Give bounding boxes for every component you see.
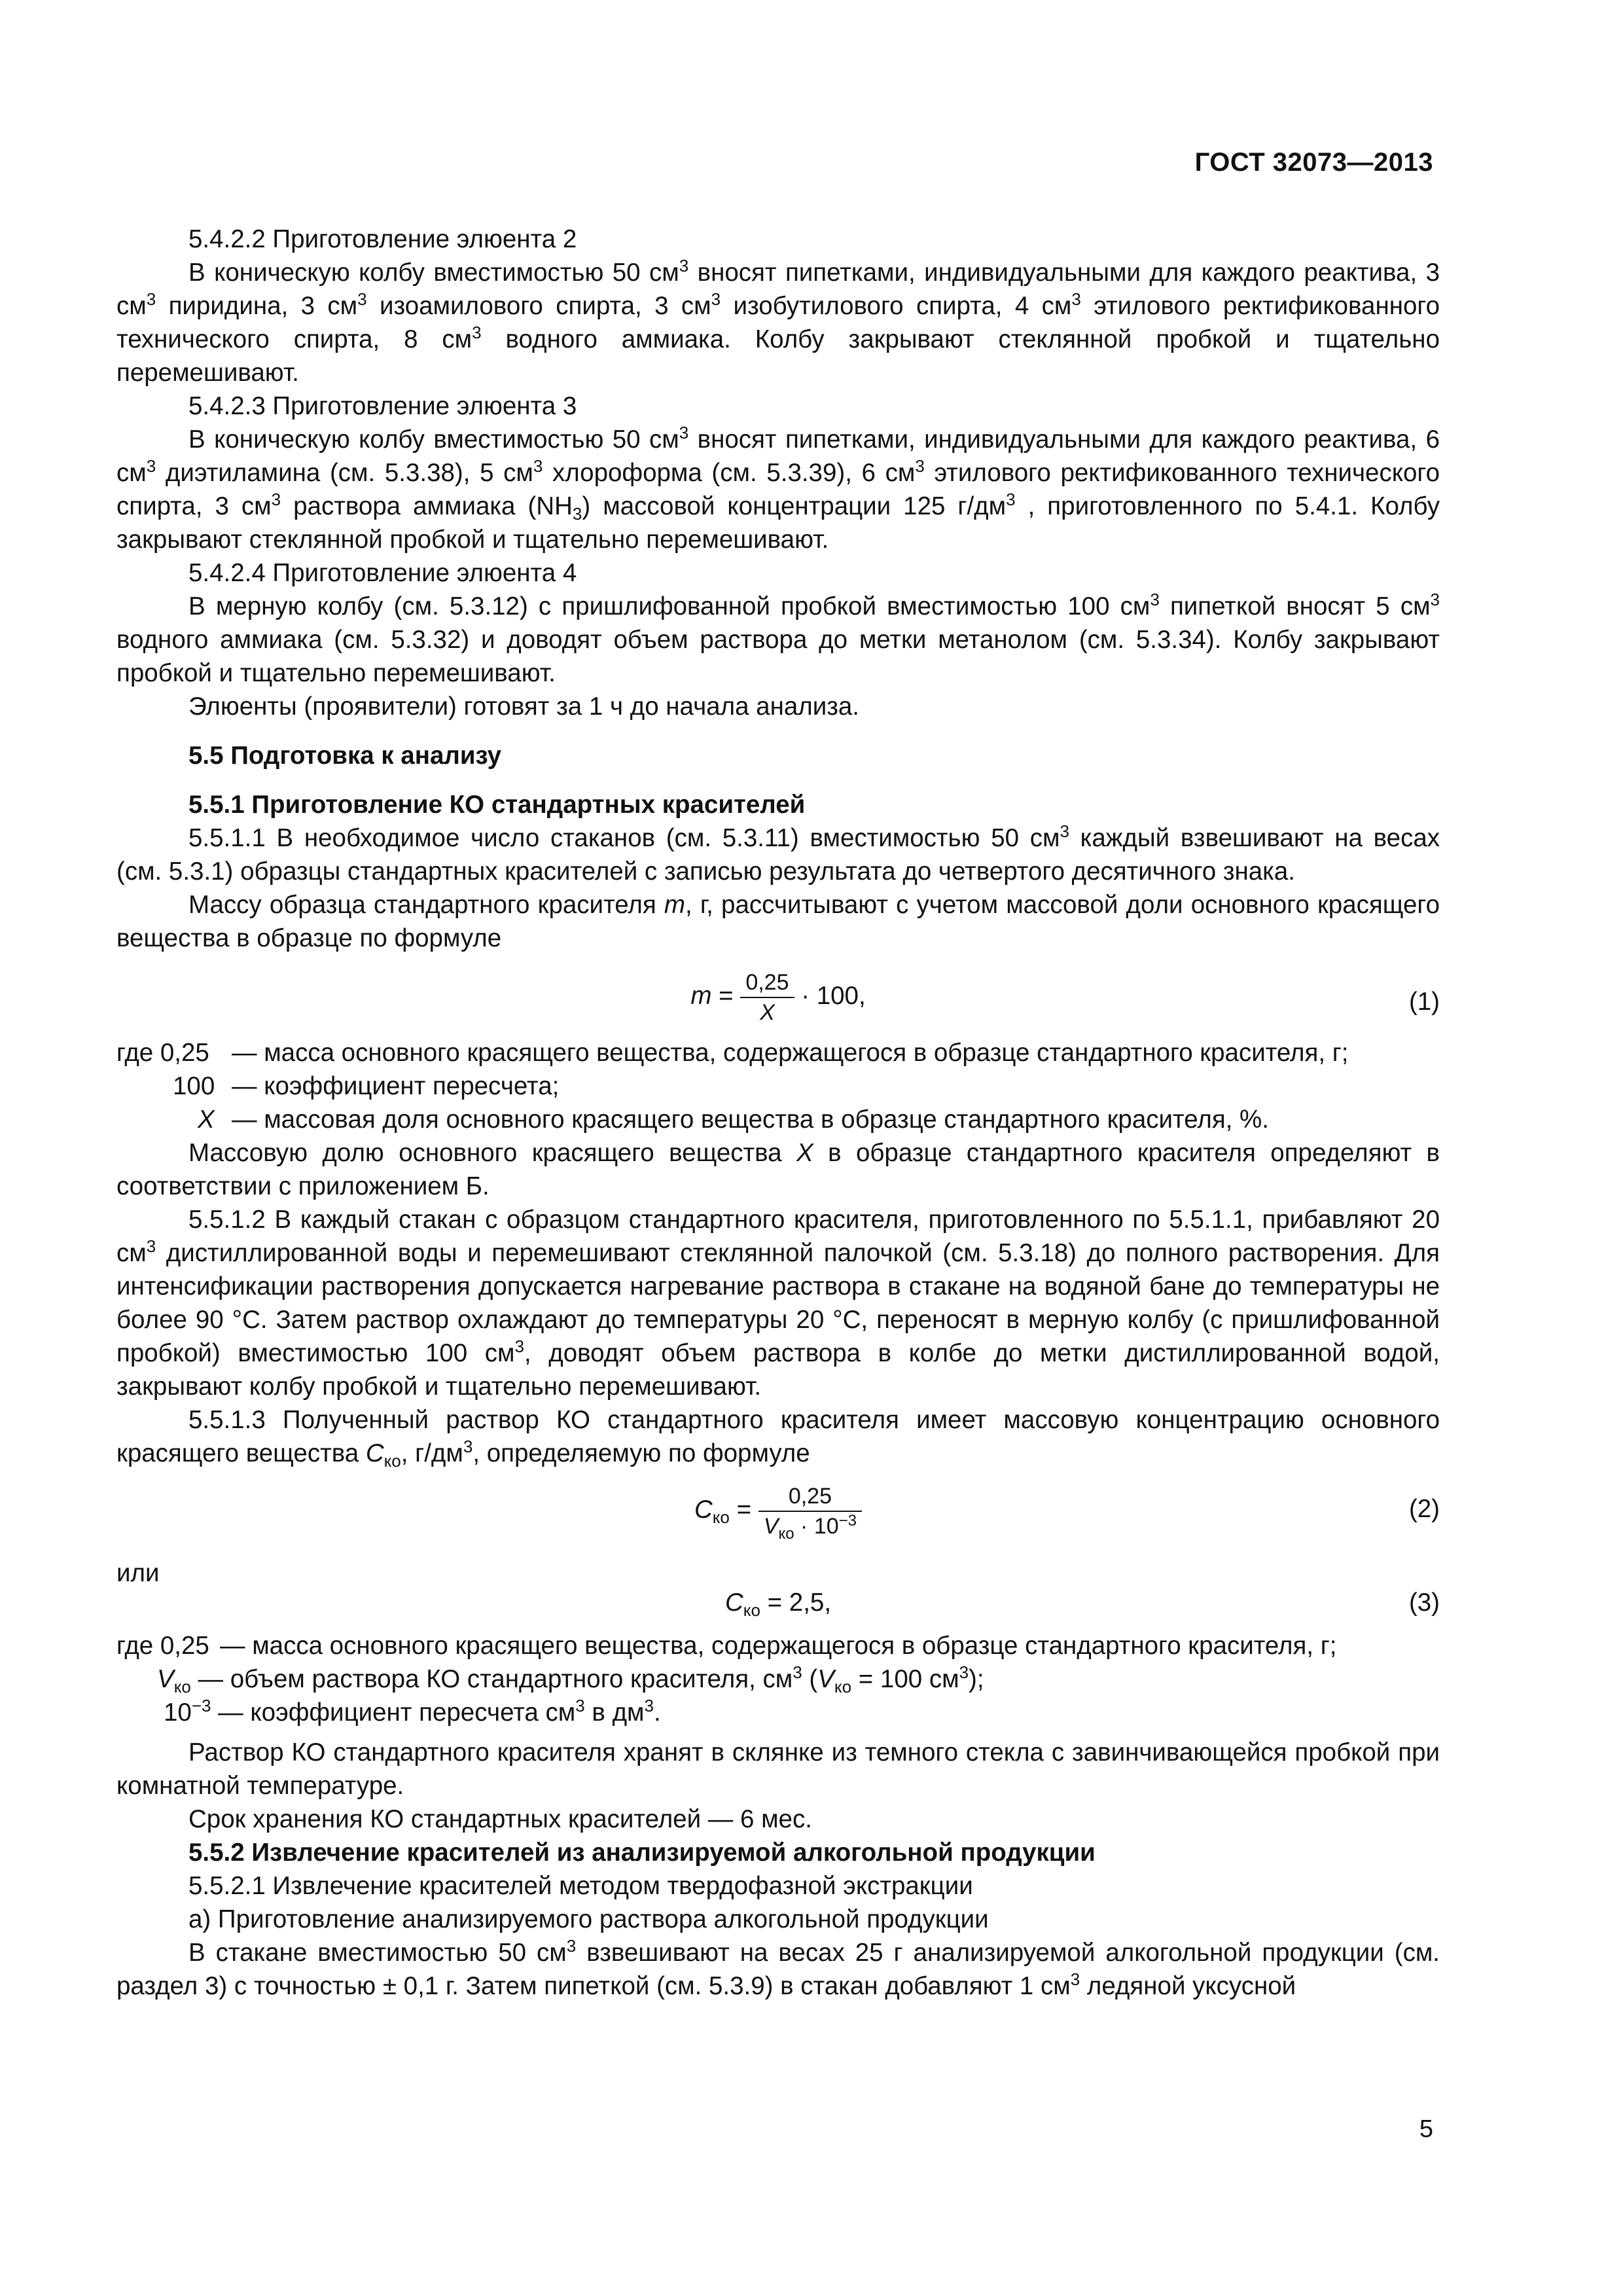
page-number: 5 [1419, 2115, 1433, 2143]
formula-3: $С_{ко} = 2,5$, (3) [116, 1586, 1440, 1629]
paragraph-5-5-1-2: 5.5.1.2 В каждый стакан с образцом стандартного красителя, приготовленного по 5.5.1.1, прибавляют 20 $см^3$ дистиллированной воды и перемешивают стеклянной палочкой (см. 5.3.18) до полного растворения. Для интенсификации растворения допускается нагревание раствора в стакане на водяной бане до температуры не более 90 °С. Затем раствор охлаждают до температуры 20 °С, переносят в мерную колбу (с пришлифованной пробкой) вместимостью 100 $см^3$, доводят объем раствора в колбе до метки дистиллированной водой, закрывают колбу пробкой и тщательно перемешивают. [116, 1206, 1440, 1401]
section-heading-5-5-1: 5.5.1 Приготовление КО стандартных красителей [188, 791, 806, 819]
paragraph-eluent-4: В мерную колбу (см. 5.3.12) с пришлифованной пробкой вместимостью 100 $см^3$ пипеткой вносят 5 $см^3$ водного аммиака (см. 5.3.32) и доводят объем раствора до метки метанолом (см. 5.3.34). Колбу закрывают пробкой и тщательно перемешивают. [116, 590, 1440, 687]
paragraph-mass-formula-intro: Массу образца стандартного красителя m, г, рассчитывают с учетом массовой доли основного красящего вещества в образце по формуле [116, 891, 1440, 952]
word-ili: или [116, 1559, 160, 1587]
document-header: ГОСТ 32073—2013 [1194, 148, 1433, 177]
where-item-6: $10^{-3}$ — коэффициент пересчета $см^3$ в $дм^3$. [164, 1696, 661, 1727]
paragraph-sample-weighing: В стакане вместимостью 50 $см^3$ взвешивают на весах 25 г анализируемой алкогольной продукции (см. раздел 3) с точностью ± 0,1 г. Затем пипеткой (см. 5.3.9) в стакан добавляют 1 $см^3$ ледяной уксусной [116, 1936, 1440, 2000]
where-item-5: $V_{ко}$ — объем раствора КО стандартного красителя, $см^3$ ($V_{ко} = 100$ $см^3$); [157, 1662, 984, 1696]
paragraph-5-5-1-3: 5.5.1.3 Полученный раствор КО стандартного красителя имеет массовую концентрацию основного красящего вещества $С_{ко}$, $г/дм^3$, определяемую по формуле [116, 1406, 1440, 1471]
formula-3-number: (3) [1408, 1588, 1440, 1617]
paragraph-5-5-2-1: 5.5.2.1 Извлечение красителей методом твердофазной экстракции [188, 1872, 973, 1900]
paragraph-eluent-3: В коническую колбу вместимостью 50 $см^3$ вносят пипетками, индивидуальными для каждого реактива, 6 $см^3$ диэтиламина (см. 5.3.38), 5 $см^3$ хлороформа (см. 5.3.39), 6 $см^3$ этилового ректификованного технического спирта, 3 $см^3$ раствора аммиака $(NH_3)$ массовой концентрации 125 $г/дм^3$ , приготовленного по 5.4.1. Колбу закрывают стеклянной пробкой и тщательно перемешивают. [116, 423, 1440, 554]
document-body [116, 223, 1440, 2003]
paragraph-5-4-2-2: 5.4.2.2 Приготовление элюента 2 [188, 225, 577, 253]
paragraph-storage: Раствор КО стандартного красителя хранят в склянке из темного стекла с завинчивающейся пробкой при комнатной температуре. [116, 1738, 1440, 1800]
section-heading-5-5: 5.5 Подготовка к анализу [188, 742, 502, 770]
formula-2-number: (2) [1408, 1495, 1440, 1523]
section-heading-5-5-2: 5.5.2 Извлечение красителей из анализируемой алкогольной продукции [188, 1839, 1096, 1867]
paragraph-5-5-1-1: 5.5.1.1 В необходимое число стаканов (см. 5.3.11) вместимостью 50 $см^3$ каждый взвешивают на весах (см. 5.3.1) образцы стандартных красителей с записью результата до четвертого десятичного знака. [116, 821, 1440, 886]
paragraph-5-4-2-3: 5.4.2.3 Приготовление элюента 3 [188, 392, 577, 420]
formula-1-lhs: m [690, 982, 712, 1011]
formula-1-number: (1) [1408, 988, 1440, 1016]
formula-1-fraction: $\frac{0,25}{X}$ [740, 968, 794, 1027]
where-item-1: где 0,25 — масса основного красящего вещества, содержащегося в образце стандартного красителя, г; [116, 1039, 1349, 1067]
paragraph-eluents-timing: Элюенты (проявители) готовят за 1 ч до начала анализа. [188, 692, 859, 721]
paragraph-shelf-life: Срок хранения КО стандартных красителей — 6 мес. [188, 1805, 812, 1833]
where-item-3: X — массовая доля основного красящего вещества в образце стандартного красителя, %. [198, 1105, 1269, 1134]
formula-2: $С_{ко}$ = $\frac{0,25}{V_{ко} \cdot 10^{-3}}$ (2) [116, 1473, 1440, 1556]
where-item-2: 100 — коэффициент пересчета; [173, 1072, 560, 1100]
paragraph-5-4-2-4: 5.4.2.4 Приготовление элюента 4 [188, 559, 577, 587]
where-item-4: где 0,25 — масса основного красящего вещества, содержащегося в образце стандартного красителя, г; [116, 1632, 1337, 1660]
formula-2-fraction: $\frac{0,25}{V_{ко} \cdot 10^{-3}}$ [758, 1482, 862, 1541]
formula-1: m = $\frac{0,25}{X}$ · 100, (1) [116, 959, 1440, 1036]
paragraph-mass-fraction: Массовую долю основного красящего вещества X в образце стандартного красителя определяют в соответствии с приложением Б. [116, 1139, 1440, 1200]
paragraph-eluent-2: В коническую колбу вместимостью 50 $см^3$ вносят пипетками, индивидуальными для каждого реактива, 3 $см^3$ пиридина, 3 $см^3$ изоамилового спирта, 3 $см^3$ изобутилового спирта, 4 $см^3$ этилового ректификованного технического спирта, 8 $см^3$ водного аммиака. Колбу закрывают стеклянной пробкой и тщательно перемешивают. [116, 256, 1440, 387]
paragraph-item-a: а) Приготовление анализируемого раствора алкогольной продукции [188, 1905, 989, 1933]
